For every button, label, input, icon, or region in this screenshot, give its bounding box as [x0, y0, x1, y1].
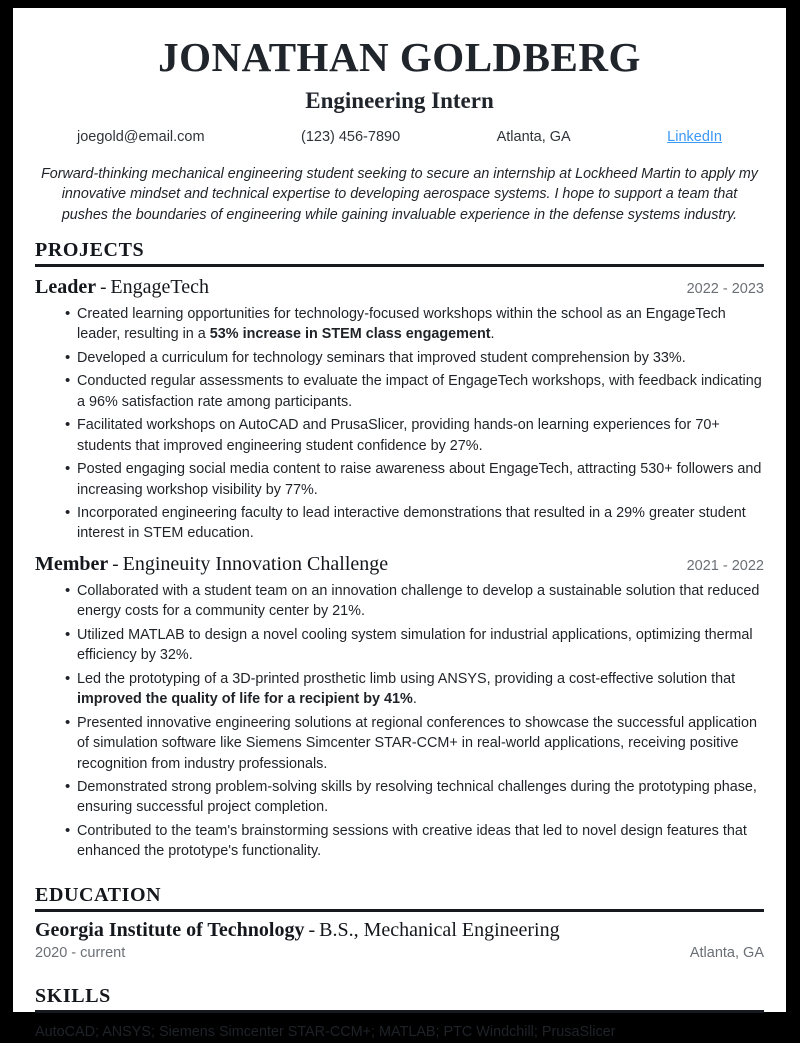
project-role: Leader: [35, 275, 97, 298]
bullet-text: .: [412, 691, 417, 708]
skills-list: AutoCAD; ANSYS; Siemens Simcenter STAR-CCM+; MATLAB; PTC Windchill; PrusaSlicer: [35, 1023, 616, 1040]
bullet-item: [65, 459, 764, 500]
separator: -: [100, 276, 107, 298]
resume-header: [35, 36, 764, 145]
bullet-text: Led the prototyping of a 3D-printed prosthetic limb using ANSYS, providing a cost-effective solution that: [77, 670, 736, 687]
section-title-skills: SKILLS: [35, 984, 111, 1007]
section-divider: [35, 909, 764, 912]
bullet-text: Conducted regular assessments to evaluate the impact of EngageTech workshops, with feedback indicating a 96% satisfaction rate among participants.: [77, 373, 762, 410]
project-date-range: 2022 - 2023: [686, 280, 764, 297]
bullet-text: Facilitated workshops on AutoCAD and PrusaSlicer, providing hands-on learning experiences for 70+ students that improved engineering student confidence by 27%.: [77, 417, 720, 454]
section-divider: [35, 264, 764, 267]
bullet-text: Created learning opportunities for technology-focused workshops within the school as an EngageTech leader, resulting in a: [77, 305, 726, 343]
bullet-item: [65, 669, 764, 710]
bullet-item: [65, 371, 764, 412]
project-bullet-list: [35, 581, 764, 862]
education-entry: [35, 919, 764, 961]
bullet-highlight: 53% increase in STEM class engagement: [209, 326, 491, 343]
bullet-text: Utilized MATLAB to design a novel cooling system simulation for industrial applications, optimizing thermal efficiency by 32%.: [77, 626, 753, 664]
contact-phone: (123) 456-7890: [300, 129, 401, 146]
project-entry-header: [35, 276, 764, 299]
project-entry: [35, 553, 764, 862]
project-date-range: 2021 - 2022: [686, 557, 764, 574]
bullet-text: Incorporated engineering faculty to lead interactive demonstrations that resulted in a 29% greater student interest in STEM education.: [77, 505, 746, 542]
bullet-item: [65, 581, 764, 622]
section-projects: [35, 239, 764, 862]
education-date-range: 2020 - current: [35, 944, 126, 961]
education-entry-title: [35, 919, 764, 942]
section-divider: [35, 1010, 764, 1013]
project-entry: [35, 276, 764, 544]
section-education: [35, 884, 764, 961]
bullet-item: [65, 348, 764, 368]
project-entry-header: [35, 553, 764, 576]
bullet-text: .: [490, 326, 495, 343]
education-school: Georgia Institute of Technology: [35, 918, 305, 941]
project-organization: Engineuity Innovation Challenge: [122, 552, 389, 575]
bullet-text: Demonstrated strong problem-solving skills by resolving technical challenges during the prototyping phase, ensuring successful project completion.: [77, 779, 757, 816]
bullet-text: Collaborated with a student team on an innovation challenge to develop a sustainable solution that reduced energy costs for a community center by 21%.: [77, 582, 760, 620]
contact-location: Atlanta, GA: [496, 129, 571, 146]
candidate-name: JONATHAN GOLDBERG: [158, 34, 641, 80]
bullet-item: [65, 503, 764, 544]
separator: -: [308, 918, 316, 941]
bullet-item: [65, 304, 764, 345]
bullet-text: Developed a curriculum for technology seminars that improved student comprehension by 33%.: [77, 349, 686, 366]
bullet-item: [65, 713, 764, 774]
contact-row: [35, 129, 764, 145]
contact-linkedin-link[interactable]: LinkedIn: [667, 129, 722, 146]
resume-page: [13, 8, 786, 1040]
section-title-projects: PROJECTS: [35, 238, 145, 261]
bullet-text: Contributed to the team's brainstorming sessions with creative ideas that led to novel design features that enhanced the prototype's functionality.: [77, 822, 747, 860]
bullet-item: [65, 821, 764, 862]
section-skills: [35, 985, 764, 1043]
candidate-job-title: Engineering Intern: [305, 88, 494, 114]
project-bullet-list: [35, 304, 764, 544]
section-title-education: EDUCATION: [35, 883, 162, 906]
bullet-highlight: improved the quality of life for a recipient by 41%: [77, 691, 413, 708]
project-organization: EngageTech: [110, 275, 209, 298]
separator: -: [112, 553, 119, 575]
professional-summary: Forward-thinking mechanical engineering student seeking to secure an internship at Lockheed Martin to apply my innovative mindset and technical expertise to developing aerospace systems. I hope to support a team that pushes the boundaries of engineering while gaining invaluable experience in the defense systems industry.: [41, 166, 758, 223]
bullet-item: [65, 415, 764, 456]
project-entry-title: [35, 553, 388, 576]
education-location: Atlanta, GA: [689, 944, 764, 961]
project-entry-title: [35, 276, 209, 299]
education-degree: B.S., Mechanical Engineering: [319, 918, 560, 941]
bullet-item: [65, 625, 764, 666]
bullet-text: Presented innovative engineering solutions at regional conferences to showcase the successful application of simulation software like Siemens Simcenter STAR-CCM+ in real-world applications, receiving positive recognition from industry professionals.: [77, 714, 757, 772]
bullet-text: Posted engaging social media content to raise awareness about EngageTech, attracting 530+ followers and increasing workshop visibility by 77%.: [77, 461, 762, 498]
bullet-item: [65, 777, 764, 818]
contact-email: joegold@email.com: [77, 129, 205, 146]
project-role: Member: [35, 552, 109, 575]
education-meta: [35, 945, 764, 961]
